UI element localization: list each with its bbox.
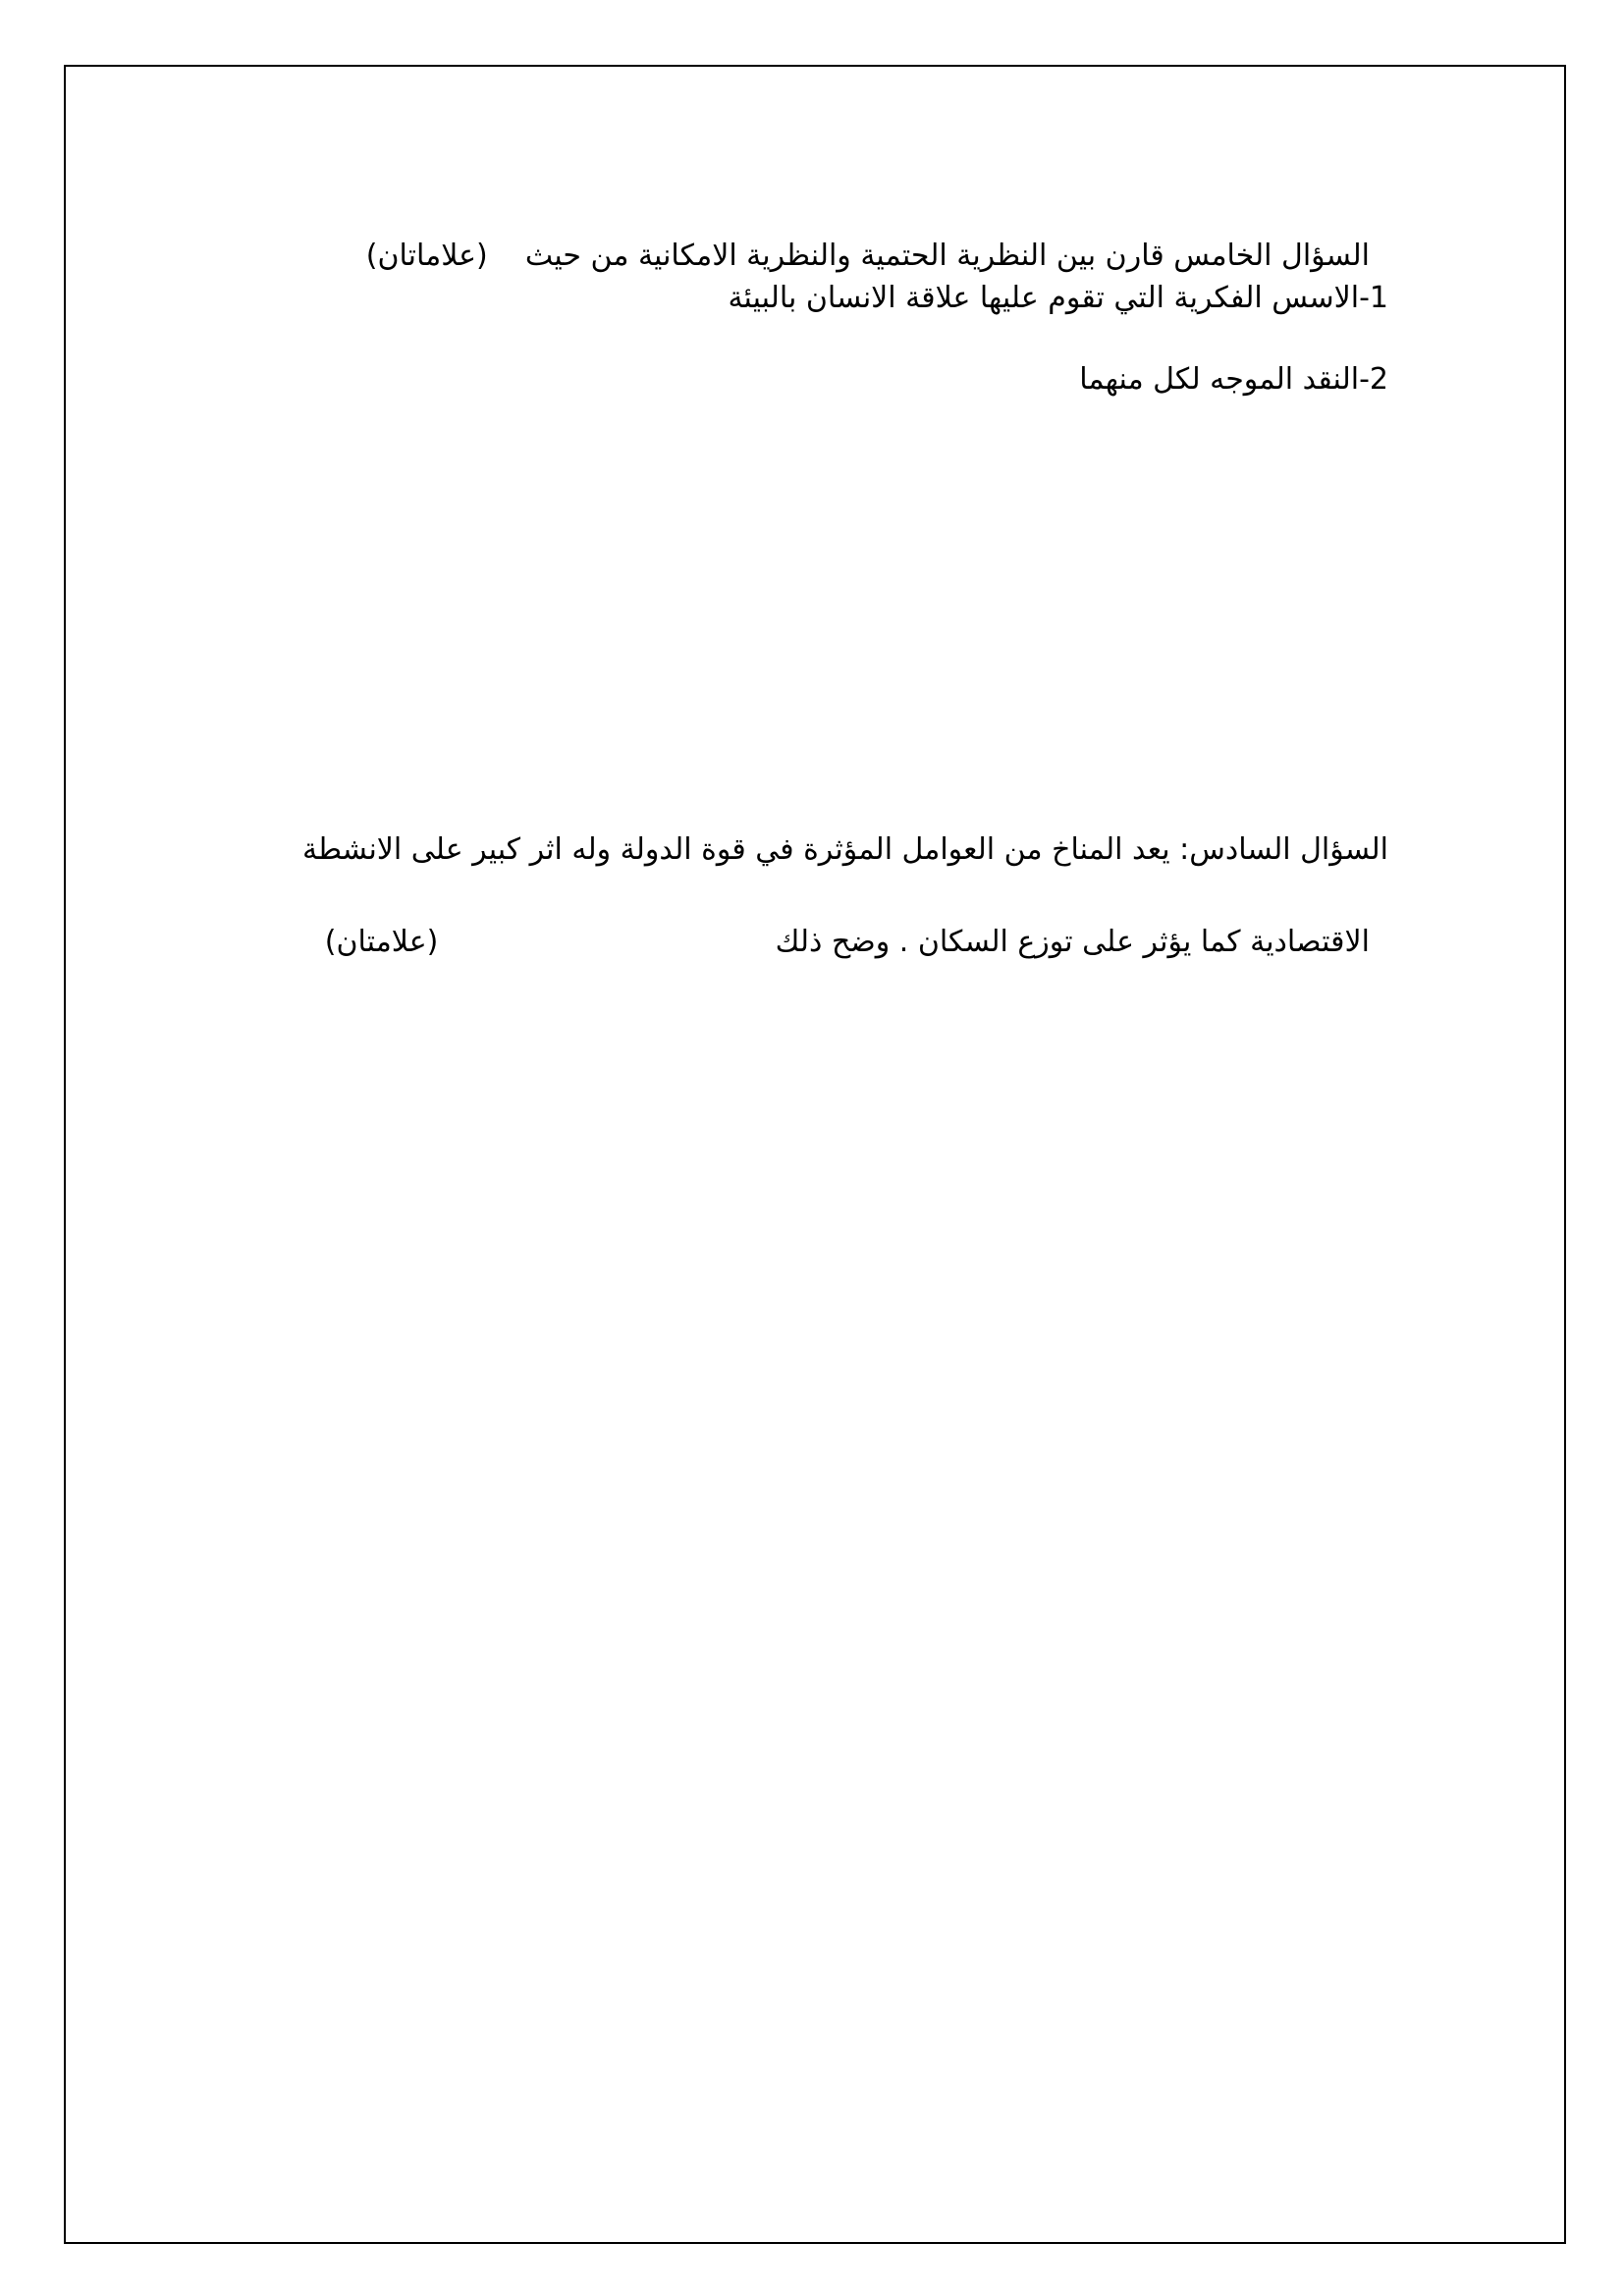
question-6-marks: (علامتان) (324, 925, 439, 959)
question-6-line-2-wrapper (325, 883, 1388, 962)
question-5-item-2: 2-النقد الموجه لكل منهما (1079, 362, 1388, 397)
question-5-title: السؤال الخامس قارن بين النظرية الحتمية والنظرية الامكانية من حيث (524, 239, 1370, 273)
question-6-line-2: الاقتصادية كما يؤثر على توزع السكان . وضح ذلك (775, 925, 1370, 959)
question-6-line-1: السؤال السادس: يعد المناخ من العوامل المؤثرة في قوة الدولة وله اثر كبير على الانشطة (301, 832, 1388, 867)
question-5-title-line (366, 197, 1388, 276)
question-5-marks: (علاماتان) (365, 239, 488, 273)
question-5-item-1: 1-الاسس الفكرية التي تقوم عليها علاقة الانسان بالبيئة (728, 281, 1388, 315)
